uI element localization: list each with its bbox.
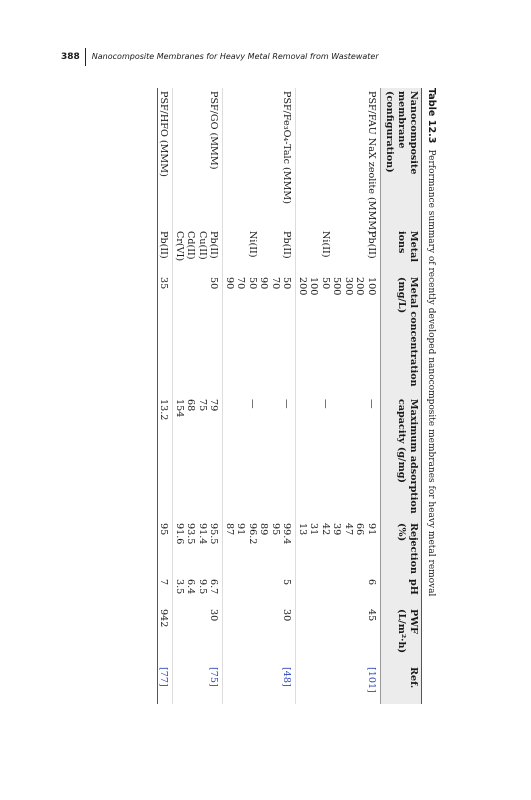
table-cell-ph: 7 [158, 576, 174, 606]
table-cell-rejection: 99.4 [281, 520, 296, 576]
table-header-row [381, 88, 422, 704]
table-caption [422, 88, 440, 704]
table-cell-ion: Pb(II) [208, 228, 223, 274]
table-cell-capacity: — [320, 399, 331, 409]
table-cell-membrane [343, 88, 355, 228]
table-cell-conc: 90 [224, 277, 235, 290]
table-row [366, 88, 381, 704]
table-row [208, 88, 223, 704]
table-cell-ion: Ni(II) [247, 231, 258, 258]
table-cell-ref [197, 664, 209, 704]
table-cell-ion [296, 228, 308, 274]
table-cell-conc [197, 274, 209, 396]
table-cell-membrane: PSF/Fe₃O₄-Talc (MMM) [281, 88, 296, 228]
table-cell-ph: 9.5 [197, 579, 208, 595]
table-cell-pwf [331, 606, 343, 664]
table-cell-pwf [308, 606, 320, 664]
table-cell-membrane [235, 88, 247, 228]
column-header: pH [381, 576, 422, 606]
table-cell-ion: Pb(II) [281, 228, 296, 274]
table-cell-membrane [331, 88, 343, 228]
table-cell-pwf [354, 606, 366, 664]
table-cell-capacity: 75 [197, 399, 208, 412]
table-cell-pwf: 45 [366, 609, 377, 622]
table-row [247, 88, 259, 704]
table-cell-capacity [308, 396, 320, 520]
table-cell-capacity: — [366, 399, 377, 409]
table-cell-capacity [223, 396, 235, 520]
table-cell-membrane [185, 88, 197, 228]
table-cell-pwf [258, 606, 270, 664]
column-header: Maximum adsorption capacity (g/mg) [381, 396, 422, 520]
table-cell-conc: 70 [235, 277, 247, 290]
table-cell-rejection: 95 [270, 523, 281, 536]
column-header: Nanocomposite membrane (configuration) [381, 88, 422, 228]
table-cell-conc: 70 [270, 277, 281, 290]
table-cell-ref [185, 664, 197, 704]
table-cell-ph [308, 576, 320, 606]
table-cell-membrane [173, 88, 185, 228]
table-cell-membrane [296, 88, 308, 228]
table-cell-ph [354, 576, 366, 606]
table-row [258, 88, 270, 704]
table-cell-rejection: 39 [331, 523, 343, 536]
table-cell-pwf [247, 606, 259, 664]
table-cell-ion: Cr(VI) [174, 231, 185, 262]
table-cell-pwf [320, 606, 332, 664]
table-cell-ion [270, 228, 282, 274]
table-cell-ph [331, 576, 343, 606]
table-cell-capacity: 154 [174, 399, 185, 418]
table-cell-capacity: — [247, 399, 258, 409]
table-cell-ion: Pb(II) [158, 228, 174, 274]
column-header: Ref. [381, 664, 422, 704]
table-cell-capacity: 68 [185, 399, 197, 412]
table-cell-capacity [354, 396, 366, 520]
table-cell-ref [223, 664, 235, 704]
table-row [320, 88, 332, 704]
table-cell-ph [235, 576, 247, 606]
table-cell-ref [270, 664, 282, 704]
table-row [158, 88, 174, 704]
table-cell-pwf [223, 606, 235, 664]
table-cell-ion: Cu(II) [197, 231, 208, 260]
table-cell-capacity: 13.2 [158, 396, 174, 520]
table-row [308, 88, 320, 704]
table-cell-capacity [258, 396, 270, 520]
table-row [296, 88, 308, 704]
table-cell-ph [258, 576, 270, 606]
table-cell-conc: 35 [158, 274, 174, 396]
table-cell-ph [270, 576, 282, 606]
table-cell-membrane: PSF/GO (MMM) [208, 88, 223, 228]
table-row [270, 88, 282, 704]
table-row [331, 88, 343, 704]
table-cell-ph [343, 576, 355, 606]
table-cell-rejection: 87 [224, 523, 235, 536]
table-cell-ref [343, 664, 355, 704]
table-cell-ph: 6.4 [185, 579, 197, 595]
column-header: Rejection (%) [381, 520, 422, 576]
table-cell-ion [354, 228, 366, 274]
table-cell-conc: 100 [366, 277, 377, 296]
table-cell-pwf: 30 [208, 606, 223, 664]
table-cell-conc: 50 [281, 274, 296, 396]
table-cell-ref [235, 664, 247, 704]
table-cell-rejection: 31 [308, 523, 320, 536]
table-cell-conc: 50 [320, 277, 331, 290]
table-cell-ph: 6.7 [208, 576, 223, 606]
table-cell-ion [343, 228, 355, 274]
table-cell-conc [185, 274, 197, 396]
table-cell-rejection: 91.6 [174, 523, 185, 545]
table-cell-rejection: 89 [258, 523, 270, 536]
table-cell-membrane [247, 88, 259, 228]
table-cell-rejection: 95.5 [208, 520, 223, 576]
table-cell-ref: [75] [208, 664, 223, 704]
table-caption-text: Performance summary of recently developed nanocomposite membranes for heavy metal removal [426, 149, 436, 597]
table-cell-capacity: 79 [208, 396, 223, 520]
table-cell-rejection: 95 [158, 520, 174, 576]
table-cell-membrane: PSF/HFO (MMM) [158, 88, 174, 228]
table-cell-ref [173, 664, 185, 704]
page-header [61, 48, 481, 66]
table-cell-pwf [235, 606, 247, 664]
table-cell-ion: Ni(II) [320, 231, 331, 258]
table-cell-ion [223, 228, 235, 274]
table-row [281, 88, 296, 704]
table-cell-membrane [258, 88, 270, 228]
table-cell-conc: 300 [343, 277, 354, 296]
table-cell-ph [223, 576, 235, 606]
table-cell-rejection: 47 [343, 523, 354, 536]
table-cell-conc: 200 [354, 277, 366, 296]
table-cell-ph: 3.5 [174, 579, 185, 595]
table-cell-conc: 100 [308, 277, 320, 296]
table-cell-ref [296, 664, 308, 704]
table-cell-rejection: 42 [320, 523, 331, 536]
table-cell-membrane [354, 88, 366, 228]
table-cell-ref: [48] [281, 664, 296, 704]
table-row [223, 88, 235, 704]
table-cell-membrane [197, 88, 209, 228]
table-cell-ref: [77] [158, 664, 174, 704]
table-cell-capacity [331, 396, 343, 520]
table-cell-rejection: 13 [297, 523, 308, 536]
table-cell-conc [173, 274, 185, 396]
running-title: Nanocomposite Membranes for Heavy Metal Removal from Wastewater [91, 52, 379, 61]
table-cell-ion [308, 228, 320, 274]
table-cell-membrane [223, 88, 235, 228]
table-cell-ref: [101] [366, 667, 377, 693]
table-cell-ph [247, 576, 259, 606]
table-cell-conc: 90 [258, 277, 270, 290]
table-cell-pwf [296, 606, 308, 664]
table-row [173, 88, 185, 704]
table-cell-pwf: 942 [158, 606, 174, 664]
table-cell-ion [331, 228, 343, 274]
column-header: PWF (L/m²·h) [381, 606, 422, 664]
rotated-table-block [98, 88, 440, 704]
table-cell-capacity [296, 396, 308, 520]
table-cell-ref [331, 664, 343, 704]
table-cell-pwf [185, 606, 197, 664]
table-row [354, 88, 366, 704]
table-row [235, 88, 247, 704]
table-cell-ref [320, 664, 332, 704]
table-row [343, 88, 355, 704]
performance-table [157, 88, 422, 704]
table-cell-rejection: 91 [235, 523, 247, 536]
table-cell-capacity [343, 396, 355, 520]
table-cell-rejection: 93.5 [185, 523, 197, 545]
table-cell-rejection: 96.2 [247, 523, 258, 545]
table-cell-ion [258, 228, 270, 274]
table-cell-rejection: 66 [354, 523, 366, 536]
table-cell-ref [308, 664, 320, 704]
table-cell-membrane [320, 88, 332, 228]
table-cell-ph [320, 576, 332, 606]
table-cell-pwf [197, 606, 209, 664]
table-cell-pwf [173, 606, 185, 664]
column-header: Metal ions [381, 228, 422, 274]
column-header: Metal concentration (mg/L) [381, 274, 422, 396]
table-cell-membrane [308, 88, 320, 228]
table-cell-capacity [235, 396, 247, 520]
table-cell-conc: 50 [208, 274, 223, 396]
table-label: Table 12.3 [426, 88, 437, 144]
table-cell-ion: Pb(II) [366, 231, 377, 259]
table-cell-capacity: — [281, 396, 296, 520]
table-cell-ion [235, 228, 247, 274]
table-cell-conc: 200 [297, 277, 308, 296]
table-cell-ref [258, 664, 270, 704]
table-cell-rejection: 91.4 [197, 523, 208, 545]
table-cell-membrane [270, 88, 282, 228]
table-cell-ion: Cd(II) [185, 231, 197, 260]
page-number: 388 [61, 48, 86, 66]
table-cell-capacity [270, 396, 282, 520]
table-cell-pwf: 30 [281, 606, 296, 664]
table-row [197, 88, 209, 704]
table-cell-membrane: PSF/FAU NaX zeolite (MMM) [366, 91, 377, 234]
table-cell-pwf [270, 606, 282, 664]
table-row [185, 88, 197, 704]
table-cell-conc: 50 [247, 277, 258, 290]
table-cell-ph: 6 [366, 579, 377, 586]
table-body [158, 88, 381, 704]
table-cell-ref [247, 664, 259, 704]
table-cell-pwf [343, 606, 355, 664]
table-cell-rejection: 91 [366, 523, 377, 536]
table-cell-ph [296, 576, 308, 606]
table-cell-conc: 500 [331, 277, 343, 296]
table-cell-ref [354, 664, 366, 704]
table-cell-ph: 5 [281, 576, 296, 606]
